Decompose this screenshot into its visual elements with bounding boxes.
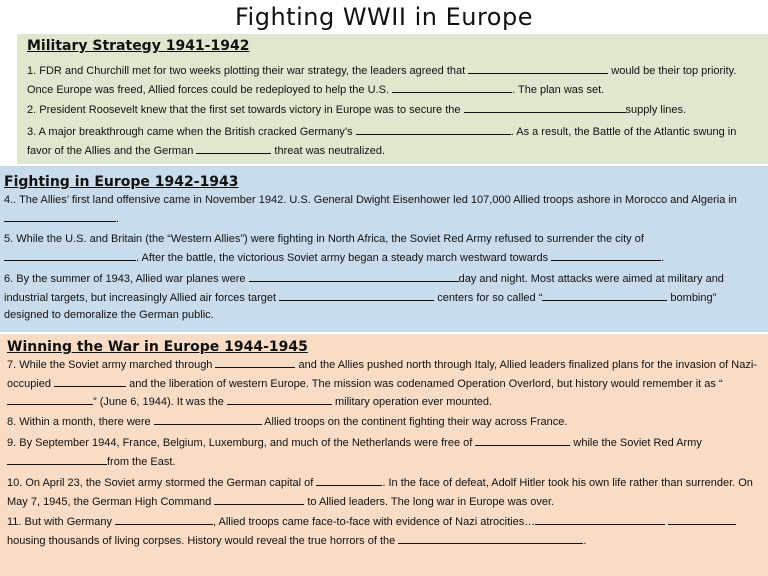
question-text: . In the face of defeat, Adolf Hitler took his own life rather than surrender. On May 7, 1945, the German High Command: [7, 477, 753, 508]
answer-blank[interactable]: [215, 356, 295, 368]
question-text: 11. But with Germany: [7, 516, 116, 528]
answer-blank[interactable]: [7, 453, 107, 465]
question-text: 10. On April 23, the Soviet army stormed the German capital of: [7, 477, 317, 489]
question-5: [4, 231, 756, 267]
section-heading-2: Fighting in Europe 1942-1943: [4, 174, 239, 190]
answer-blank[interactable]: [668, 513, 736, 525]
question-text: 2. President Roosevelt knew that the first set towards victory in Europe was to secure the: [27, 104, 464, 116]
answer-blank[interactable]: [316, 474, 382, 486]
question-text: .: [583, 534, 587, 547]
question-10: [7, 474, 757, 511]
question-text: and the Allies pushed north through Italy, Allied leaders finalized plans for the invasion of Nazi-occupied: [7, 359, 757, 390]
question-text: 6. By the summer of 1943, Allied war planes were: [4, 273, 249, 285]
question-7: [7, 356, 757, 412]
answer-blank[interactable]: [542, 289, 667, 301]
answer-blank[interactable]: [154, 413, 262, 425]
question-text: would be their top priority. Once Europe was freed, Allied forces could be redeployed to help the U.S.: [27, 65, 737, 96]
answer-blank[interactable]: [54, 375, 126, 387]
question-text: .: [116, 212, 120, 225]
question-6: [4, 270, 756, 325]
question-text: . After the battle, the victorious Soviet army began a steady march westward towards: [136, 251, 552, 264]
question-text: Allied troops on the continent fighting their way across France.: [261, 416, 568, 428]
answer-blank[interactable]: [475, 434, 570, 446]
answer-blank[interactable]: [4, 210, 116, 222]
question-3: [27, 123, 755, 160]
answer-blank[interactable]: [227, 393, 332, 405]
question-2: [27, 101, 755, 120]
question-text: centers for so called “: [434, 291, 543, 304]
question-text: ” (June 6, 1944). It was the: [93, 396, 227, 408]
answer-blank[interactable]: [356, 123, 511, 135]
question-text: to Allied leaders. The long war in Europe was over.: [304, 495, 555, 508]
question-text: housing thousands of living corpses. History would reveal the true horrors of the: [7, 534, 399, 547]
question-text: bombing” designed to demoralize the German public.: [4, 291, 717, 321]
question-text: . The plan was set.: [512, 83, 605, 96]
answer-blank[interactable]: [468, 62, 608, 74]
answer-blank[interactable]: [392, 81, 512, 93]
question-9: [7, 434, 757, 471]
answer-blank[interactable]: [535, 513, 665, 525]
answer-blank[interactable]: [398, 532, 583, 544]
question-text: 7. While the Soviet army marched through: [7, 359, 216, 371]
question-1: [27, 62, 755, 99]
question-text: 4.. The Allies’ first land offensive came in November 1942. U.S. General Dwight Eisenhower led 107,000 Allied troops ashore in Morocco and Algeria in: [4, 194, 737, 206]
question-8: [7, 413, 757, 432]
question-text: day and night. Most attacks were aimed at military and industrial targets, but increasingly Allied air forces target: [4, 273, 724, 304]
question-text: military operation ever mounted.: [331, 396, 493, 408]
question-text: 5. While the U.S. and Britain (the “Western Allies”) were fighting in North Africa, the Soviet Red Army refused to surrender the city of: [4, 233, 644, 245]
section-heading-1: Military Strategy 1941-1942: [27, 38, 250, 54]
question-4: [4, 192, 756, 228]
answer-blank[interactable]: [4, 249, 136, 261]
question-text: 3. A major breakthrough came when the British cracked Germany’s: [27, 126, 356, 138]
section-heading-3: Winning the War in Europe 1944-1945: [7, 339, 308, 355]
answer-blank[interactable]: [7, 393, 93, 405]
question-text: , Allied troops came face-to-face with evidence of Nazi atrocities…: [213, 516, 536, 528]
question-text: supply lines.: [625, 104, 687, 116]
question-text: 9. By September 1944, France, Belgium, Luxemburg, and much of the Netherlands were free of: [7, 437, 476, 449]
question-text: 1. FDR and Churchill met for two weeks plotting their war strategy, the leaders agreed that: [27, 65, 469, 77]
question-text: while the Soviet Red Army: [570, 437, 702, 449]
answer-blank[interactable]: [115, 513, 213, 525]
question-text: .: [661, 251, 665, 264]
question-text: and the liberation of western Europe. The mission was codenamed Operation Overlord, but history would remember it as “: [126, 377, 723, 390]
answer-blank[interactable]: [551, 249, 661, 261]
question-11: [7, 513, 757, 550]
page-title: Fighting WWII in Europe: [235, 3, 533, 31]
answer-blank[interactable]: [214, 493, 304, 505]
question-text: 8. Within a month, there were: [7, 416, 154, 428]
question-text: from the East.: [107, 455, 176, 468]
answer-blank[interactable]: [279, 289, 434, 301]
question-text: threat was neutralized.: [271, 144, 386, 157]
answer-blank[interactable]: [196, 142, 271, 154]
answer-blank[interactable]: [249, 270, 459, 282]
question-text: . As a result, the Battle of the Atlantic swung in favor of the Allies and the German: [27, 126, 737, 157]
answer-blank[interactable]: [464, 101, 626, 113]
